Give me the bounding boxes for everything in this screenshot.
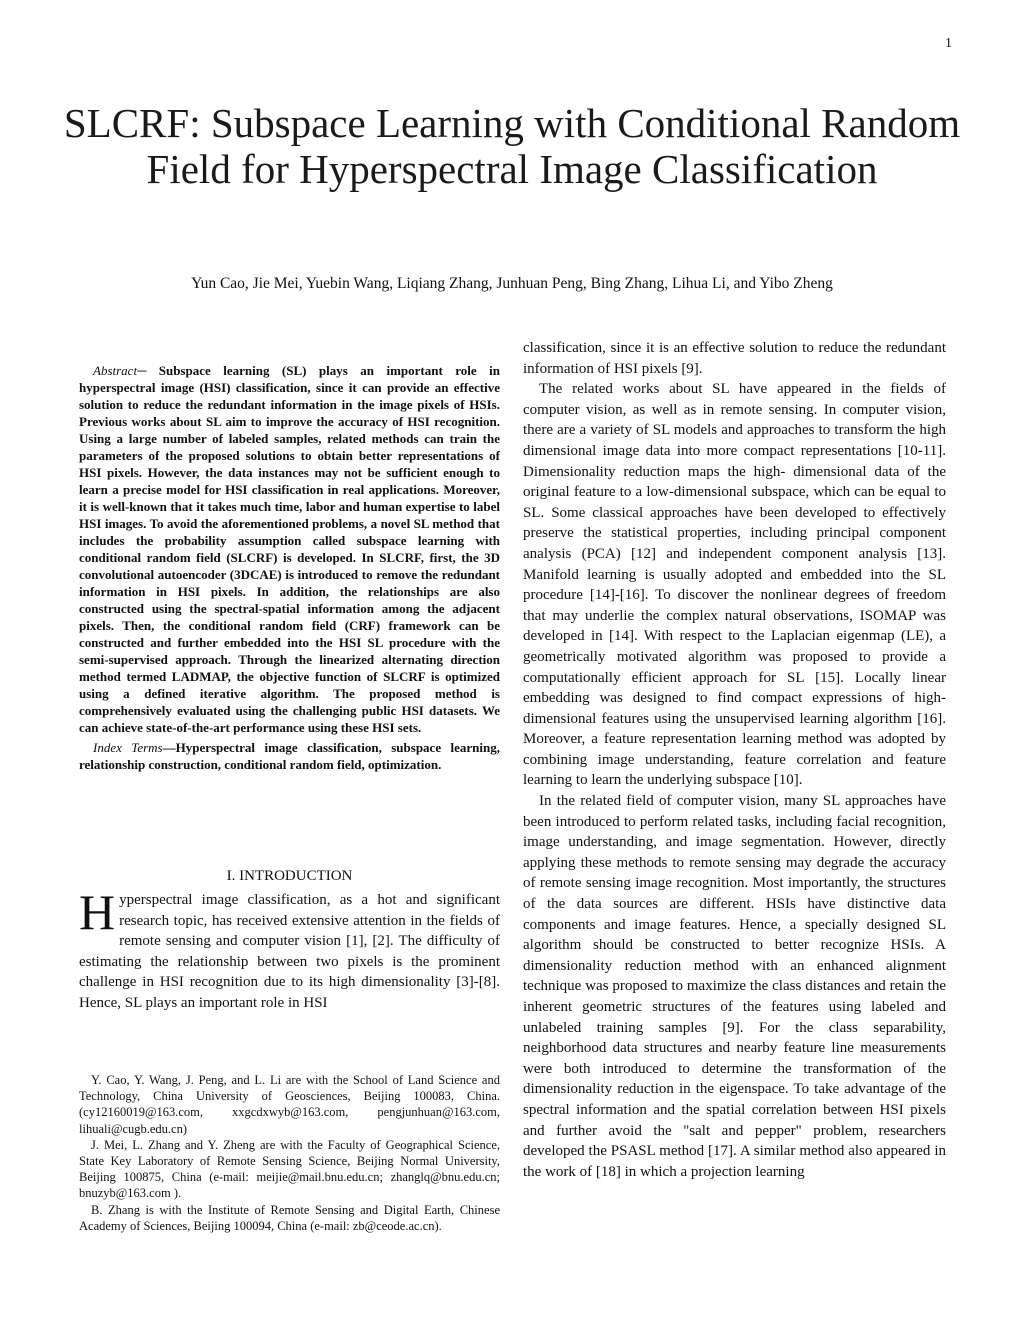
page-number: 1 xyxy=(945,36,952,51)
abstract-section xyxy=(79,362,500,773)
intro-text: yperspectral image classification, as a hot and significant research topic, has received extensive attention in the fields of remote sensing and computer vision [1], [2]. The difficulty of estimating the relationship between two pixels is the prominent challenge in HSI recognition due to its high dimensionality [3]-[8]. Hence, SL plays an important role in HSI xyxy=(79,892,500,1011)
right-column xyxy=(523,338,946,1182)
index-terms-paragraph xyxy=(79,739,500,773)
right-paragraph-3: In the related field of computer vision, many SL approaches have been introduced to perform related tasks, including facial recognition, image understanding, and image segmentation. However, directly applying these methods to remote sensing may degrade the accuracy of remote sensing image recognition. Most importantly, the structures of the data sources are different. HSIs have distinctive data components and image features. Hence, a specially designed SL algorithm should be constructed to better recognize HSIs. A dimensionality reduction method with an enhanced alignment technique was proposed to maximize the class distances and retain the inherent geometric structures of the features using labeled and unlabeled training samples [9]. For the class separability, neighborhood data structures and nearby feature line measurements were both introduced to determine the transformation of the dimensionality reduction in the eigenspace. To take advantage of the spectral information and the spatial correlation between HSI pixels and further avoid the "salt and pepper" problem, researchers developed the PSASL method [17]. A similar method also appeared in the work of [18] in which a projection learning xyxy=(523,793,946,1180)
author-footnotes xyxy=(79,1072,500,1234)
right-paragraph-1: classification, since it is an effective solution to reduce the redundant information of HSI pixels [9]. xyxy=(523,340,946,377)
footnote-1: Y. Cao, Y. Wang, J. Peng, and L. Li are with the School of Land Science and Technology, China University of Geosciences, Beijing 100083, China. (cy12160019@163.com, xxgcdxwyb@163.com, pengjunhuan@163.com, lihuali@cugb.edu.cn) xyxy=(79,1073,500,1136)
index-terms-text: —Hyperspectral image classification, subspace learning, relationship construction, conditional random field, optimization. xyxy=(79,740,500,772)
abstract-label: Abstract xyxy=(93,363,138,378)
right-paragraph-2: The related works about SL have appeared in the fields of computer vision, as well as in remote sensing. In computer vision, there are a variety of SL models and approaches to transform the high dimensional image data into more compact representations [10-11]. Dimensionality reduction maps the high- dimensional data of the original feature to a low-dimensional subspace, which can be equal to SL. Some classical approaches have been developed to effectively preserve the statistical properties, including principal component analysis (PCA) [12] and independent component analysis [13]. Manifold learning is usually adopted and embedded into the SL procedure [14]-[16]. To discover the nonlinear degrees of freedom that may underlie the complex natural observations, ISOMAP was developed in [14]. With respect to the Laplacian eigenmap (LE), a geometrically motivated algorithm was proposed to provide a computationally efficient approach for SL [15]. Locally linear embedding was designed to find compact expressions of high-dimensional features using the unsupervised learning algorithm [16]. Moreover, a feature representation learning method was adopted by combining image understanding, feature correlation and feature learning to learn the underlying subspace [10]. xyxy=(523,381,946,789)
author-list: Yun Cao, Jie Mei, Yuebin Wang, Liqiang Zhang, Junhuan Peng, Bing Zhang, Lihua Li, and Yibo Zheng xyxy=(191,275,833,292)
index-terms-label: Index Terms xyxy=(93,740,163,755)
footnote-3: B. Zhang is with the Institute of Remote Sensing and Digital Earth, Chinese Academy of Sciences, Beijing 100094, China (e-mail: zb@ceode.ac.cn). xyxy=(79,1202,500,1233)
section-heading-introduction: I. INTRODUCTION xyxy=(226,868,353,884)
paper-title: SLCRF: Subspace Learning with Conditional Random Field for Hyperspectral Image Classification xyxy=(63,100,961,192)
footnote-2: J. Mei, L. Zhang and Y. Zheng are with the Faculty of Geographical Science, State Key Laboratory of Remote Sensing Science, Beijing Normal University, Beijing 100875, China (e-mail: meijie@mail.bnu.edu.cn; zhanglq@bnu.edu.cn; bnuzyb@163.com ). xyxy=(79,1137,500,1201)
intro-dropcap: H xyxy=(79,884,116,940)
abstract-paragraph xyxy=(79,362,500,736)
introduction-body xyxy=(79,884,500,1013)
abstract-text: Subspace learning (SL) plays an important role in hyperspectral image (HSI) classification, since it can provide an effective solution to reduce the redundant information in the image pixels of HSIs. Previous works about SL aim to improve the accuracy of HSI recognition. Using a large number of labeled samples, related methods can train the parameters of the proposed solutions to obtain better representations of HSI pixels. However, the data instances may not be sufficient enough to learn a precise model for HSI classification in real applications. Moreover, it is well-known that it takes much time, labor and human expertise to label HSI images. To avoid the aforementioned problems, a novel SL method that includes the probability assumption called subspace learning with conditional random field (SLCRF) is developed. In SLCRF, first, the 3D convolutional autoencoder (3DCAE) is introduced to remove the redundant information in HSI pixels. In addition, the relationships are also constructed using the spectral-spatial information among the adjacent pixels. Then, the conditional random field (CRF) framework can be constructed and further embedded into the HSI SL procedure with the semi-supervised approach. Through the linearized alternating direction method termed LADMAP, the objective function of SLCRF is optimized using a defined iterative algorithm. The proposed method is comprehensively evaluated using the challenging public HSI datasets. We can achieve state-of-the-art performance using these HSI sets. xyxy=(79,363,500,735)
abstract-dash: ─ xyxy=(137,363,159,378)
